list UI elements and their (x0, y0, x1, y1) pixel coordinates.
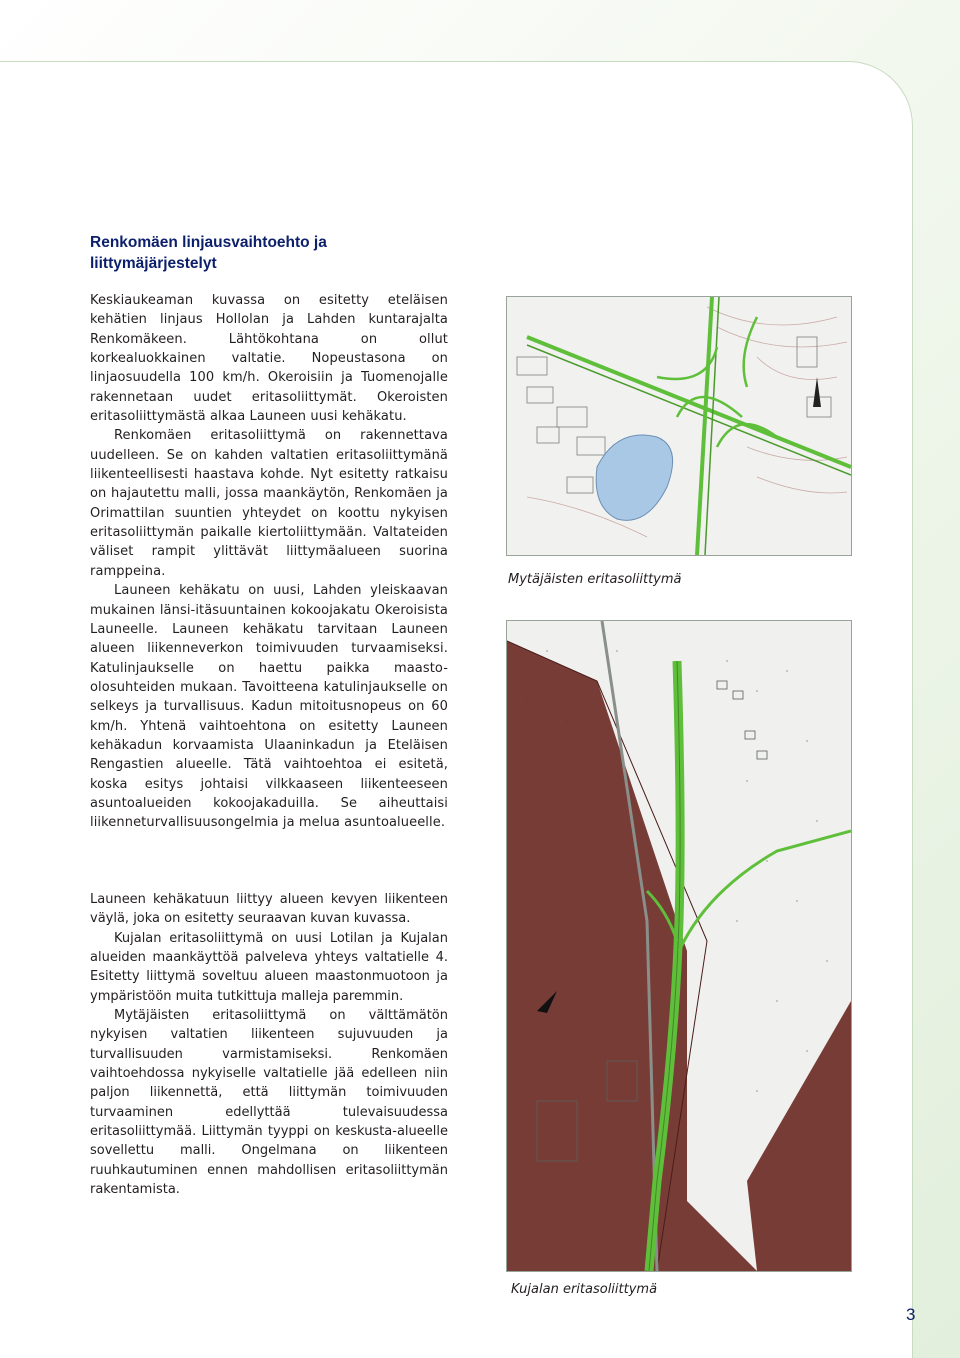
paragraph: Launeen kehäkatuun liittyy alueen kevyen liikenteen väylä, joka on esitetty seuraavan kuvan kuvassa. (90, 892, 448, 927)
caption-map2: Kujalan eritasoliittymä (511, 1282, 658, 1297)
caption-map1: Mytäjäisten eritasoliittymä (508, 572, 682, 587)
body-text-column-2 (90, 890, 448, 1200)
map-mytajaisten-interchange (506, 296, 852, 556)
body-text-column-1 (90, 291, 448, 833)
paragraph: Keskiaukeaman kuvassa on esitetty eteläisen kehätien linjaus Hollolan ja Lahden kuntarajalta Renkomäkeen. Lähtökohtana on ollut korkealuokkainen valtatie. Nopeustasona on linjaosuudella 100 km/h. Okeroisiin ja Tuomenojalle rakennetaan uudet eritasoliittymät. Okeroisten eritasoliittymästä alkaa Launeen uusi kehäkatu. (90, 293, 448, 425)
paragraph: Mytäjäisten eritasoliittymä on välttämätön nykyisen valtatien liikenteen sujuvuuden ja turvallisuuden varmistamiseksi. Renkomäen vaihtoehdossa nykyiselle valtatielle jää edelleen niin paljon liikennettä, että liittymän toimivuuden turvaaminen edellyttää tulevaisuudessa eritasoliittymää. Liittymän tyyppi on keskusta-alueelle sovellettu malli. Ongelmana on liikenteen ruuhkautuminen ennen mahdollisen eritasoliittymän rakentamista. (90, 1008, 448, 1198)
map-image (507, 297, 851, 555)
paragraph: Launeen kehäkatu on uusi, Lahden yleiskaavan mukainen länsi-itäsuuntainen kokoojakatu Okeroisista Launeelle. Launeen kehäkatu tarvitaan Launeen alueen liikenneverkon toimivuuden turvaamiseksi. Katulinjaukselle on haettu paikka maasto-olosuhteiden mukaan. Tavoitteena katulinjaukselle on selkeys ja turvallisuus. Kadun mitoitusnopeus on 60 km/h. Yhtenä vaihtoehtona on esitetty Launeen kehäkadun korvaamista Ulaaninkadun ja Eteläisen Rengastien alueelle. Tätä vaihtoehtoa ei esitetä, koska esitys johtaisi vilkkaaseen liikenteeseen asuntoalueiden kokoojakaduilla. Se aiheuttaisi liikenneturvallisuusongelmia ja melua asuntoalueelle. (90, 583, 448, 831)
paragraph: Kujalan eritasoliittymä on uusi Lotilan ja Kujalan alueiden maankäyttöä palveleva yhteys valtatielle 4. Esitetty liittymä soveltuu alueen maastonmuotoon ja ympäristöön muita tutkittuja malleja paremmin. (90, 930, 448, 1004)
paragraph: Renkomäen eritasoliittymä on rakennettava uudelleen. Se on kahden valtatien eritasoliittymänä liikenteellisesti haastava kohde. Nyt esitetty ratkaisu on hajautettu malli, jossa maankäytön, Renkomäen ja Orimattilan suuntien yhteydet on koottu nykyisen eritasoliittymän paikalle kiertoliittymään. Valtateiden väliset rampit ylittävät liittymäalueen suorina ramppeina. (90, 428, 448, 579)
page-number: 3 (906, 1305, 916, 1324)
section-heading: Renkomäen linjausvaihtoehto ja liittymäjärjestelyt (90, 234, 327, 272)
map-image (507, 621, 851, 1271)
map-kujalan-interchange (506, 620, 852, 1272)
